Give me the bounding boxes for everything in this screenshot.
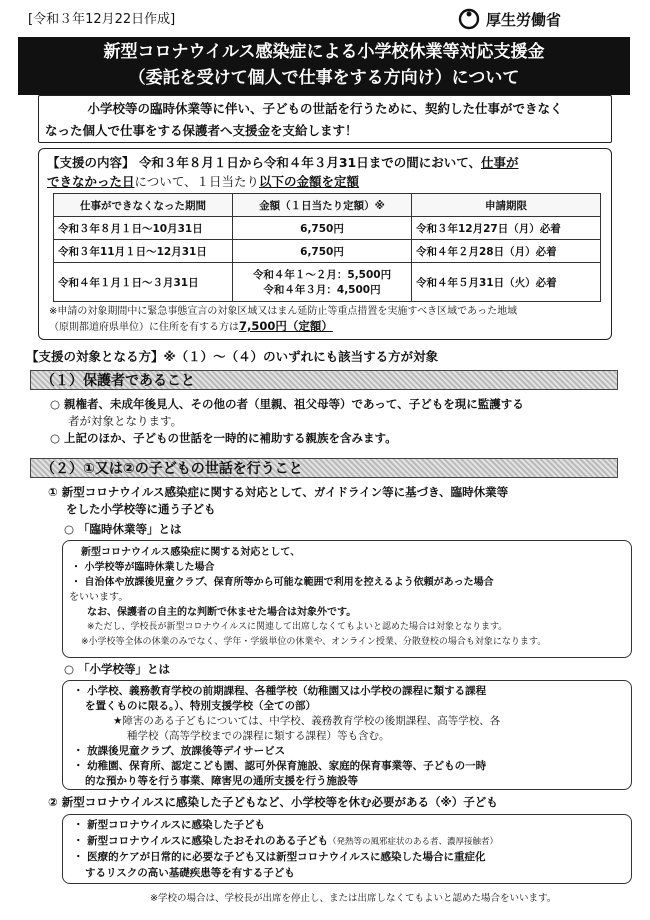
sho-line-4: 種学校（高等学校までの課程に類する課程）等も含む。 [127, 730, 390, 742]
rinji-box [62, 540, 632, 658]
band-2: （２）①又は②の子どもの世話を行うこと [30, 458, 618, 478]
sho-line-2: を置くものに限る。）、特別支援学校（全ての部） [85, 700, 316, 712]
ministry-label: 厚生労働省 [486, 10, 562, 29]
rinji-line-5: なお、保護者の自主的な判断で休ませた場合は対象外です。 [87, 607, 357, 618]
lead-box [38, 95, 612, 143]
ministry-name [458, 8, 561, 30]
support-heading-a: 【支援の内容】 令和３年８月１日から令和４年３月31日までの間において、 [47, 155, 481, 170]
title-line-1: 新型コロナウイルス感染症による小学校休業等対応支援金 [103, 42, 545, 62]
band-1: （１）保護者であること [30, 370, 618, 390]
c1-line-2: をした小学校等に通う子ども [66, 502, 216, 516]
sho-title: ○ 「小学校等」とは [64, 662, 171, 676]
rinji-line-2: ・ 小学校等が臨時休業した場合 [71, 562, 215, 573]
c2-line-3: ・ 医療的ケアが日常的に必要な子ども又は新型コロナウイルスに感染した場合に重症化 [73, 851, 486, 863]
title-banner [18, 37, 630, 95]
sho-box [62, 680, 632, 790]
col-header-period: 仕事ができなくなった期間 [54, 194, 233, 217]
support-box [38, 148, 612, 340]
sho-line-6: ・ 幼稚園、保育所、認定こども園、認可外保育施設、家庭的保育事業等、子どもの一時 [73, 760, 487, 772]
support-heading-b: 仕事が [481, 155, 519, 170]
title-line-2: （委託を受けて個人で仕事をする方向け）について [128, 68, 520, 88]
sho-line-1: ・ 小学校、義務教育学校の前期課程、各種学校（幼稚園又は小学校の課程に類する課程 [73, 685, 487, 697]
b1-line-2: 者が対象となります。 [68, 414, 183, 428]
rinji-line-6: ※ただし、学校長が新型コロナウイルスに関連して出席しなくてもよいと認めた場合は対象となります。 [87, 622, 508, 632]
band-1-content [50, 396, 625, 447]
c2-line-2 [73, 834, 629, 851]
rinji-line-7: ※小学校等全体の休業のみでなく、学年・学級単位の休業や、オンライン授業、分散登校の場合も対象になります。 [81, 637, 547, 647]
cell-amount-line-1: 令和４年１〜２月：5,500円 [252, 269, 392, 281]
cell-amount-line-2: 令和４年３月：4,500円 [263, 284, 381, 296]
table-row [54, 240, 601, 263]
b1-line-1: ○ 親権者、未成年後見人、その他の者（里親、祖父母等）であって、子どもを現に監護する [50, 397, 524, 411]
target-section-title: 【支援の対象となる方】※（１）〜（４）のいずれにも該当する方が対象 [26, 349, 439, 364]
support-heading-e: 以下の金額を定額 [259, 174, 360, 189]
lead-line-2: なった個人で仕事をする保護者へ支援金を支給します！ [45, 123, 358, 138]
sho-line-7: 的な預かり等を行う事業、障害児の通所支援を行う施設等 [85, 775, 358, 787]
c2-line-1: ・ 新型コロナウイルスに感染した子ども [73, 819, 266, 831]
cell-deadline: 令和３年12月27日（月）必着 [412, 217, 601, 240]
col-header-amount: 金額（１日当たり定額）※ [233, 194, 412, 217]
table-row [54, 263, 601, 302]
table-header-row [54, 194, 601, 217]
c1-line-1: ① 新型コロナウイルス感染症に関する対応として、ガイドライン等に基づき、臨時休業等 [48, 485, 509, 499]
mhlw-logo-icon [458, 8, 480, 30]
col-header-deadline: 申請期限 [412, 194, 601, 217]
support-heading-d: について、１日当たり [134, 174, 260, 189]
cell-amount: 6,750円 [233, 240, 412, 263]
creation-date: [令和３年12月22日作成] [28, 12, 176, 27]
c2-line-2-small: （発熱等の風邪症状のある者、濃厚接触者） [328, 836, 499, 847]
cell-amount [233, 263, 412, 302]
support-table [53, 193, 601, 302]
c2-line-2-text: ・ 新型コロナウイルスに感染したおそれのある子ども [73, 834, 329, 847]
category-2-title: ② 新型コロナウイルスに感染した子どもなど、小学校等を休む必要がある（※）子ども [48, 795, 498, 809]
sho-line-5: ・ 放課後児童クラブ、放課後等デイサービス [73, 745, 286, 757]
c2-box [62, 814, 632, 884]
rinji-line-3: ・ 自治体や放課後児童クラブ、保育所等から可能な範囲で利用を控えるよう依頼があった場合 [71, 577, 494, 588]
rinji-line-4: をいいます。 [69, 592, 129, 603]
support-heading-c: できなかった日 [47, 174, 135, 189]
cell-period: 令和４年１月１日〜３月31日 [54, 263, 233, 302]
footnote: ※学校の場合は、学校長が出席を停止し、または出席しなくてもよいと認めた場合をいいます。 [150, 893, 557, 904]
lead-line-1: 小学校等の臨時休業等に伴い、子どもの世話を行うために、契約した仕事ができなく [87, 101, 563, 116]
cell-deadline: 令和４年２月28日（月）必着 [412, 240, 601, 263]
sho-line-3: ★障害のある子どもについては、中学校、義務教育学校の後期課程、高等学校、各 [113, 715, 501, 727]
table-row [54, 217, 601, 240]
support-note-line-1: ※申請の対象期間中に緊急事態宣言の対象区域又はまん延防止等重点措置を実施すべき区域であった地域 [49, 306, 518, 317]
rinji-line-1: 新型コロナウイルス感染症に関する対応として、 [81, 547, 301, 558]
cell-period: 令和３年８月１日〜10月31日 [54, 217, 233, 240]
cell-period: 令和３年11月１日〜12月31日 [54, 240, 233, 263]
support-note-amount: 7,500円（定額） [239, 319, 333, 333]
cell-deadline: 令和４年５月31日（火）必着 [412, 263, 601, 302]
rinji-title: ○ 「臨時休業等」とは [64, 522, 182, 536]
support-note-text: （原則都道府県単位）に住所を有する方は [49, 322, 239, 333]
support-note-line-2 [49, 319, 605, 335]
cell-amount: 6,750円 [233, 217, 412, 240]
support-note [49, 305, 605, 335]
support-heading [47, 153, 603, 191]
b1-line-3: ○ 上記のほか、子どもの世話を一時的に補助する親族を含みます。 [50, 431, 397, 445]
category-1 [48, 484, 626, 518]
c2-line-4: するリスクの高い基礎疾患等を有する子ども [85, 866, 295, 879]
